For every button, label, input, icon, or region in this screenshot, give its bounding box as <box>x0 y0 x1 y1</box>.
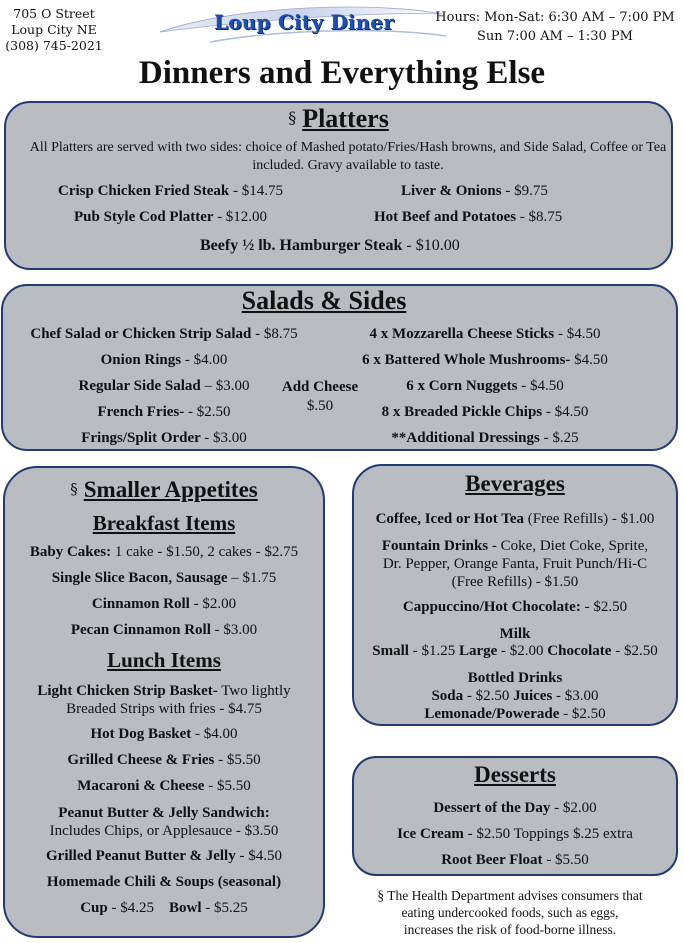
menu-item: Ice Cream - $2.50 Toppings $.25 extra <box>397 826 633 842</box>
lunch-list: Light Chicken Strip Basket- Two lightly Breaded Strips with fries - $4.75 Hot Dog Basket - $4.00 Grilled Cheese & Fries - $5.50 Macaroni & Cheese - $5.50 Peanut Butter & Jelly Sandwich: Includes Chips, or Applesauce - $3.50 Grilled Peanut Butter & Jelly - $4.50 Homemade Chili & Soups (seasonal) Cup - $4.25 Bowl - $5.25 <box>3 682 325 926</box>
salads-right-column <box>340 321 630 451</box>
menu-item: Liver & Onions - $9.75 <box>401 183 548 199</box>
section-mark: § <box>70 480 78 498</box>
beverages-title: Beverages <box>465 471 565 496</box>
platters-title: Platters <box>302 104 389 133</box>
menu-item: Grilled Peanut Butter & Jelly - $4.50 <box>46 848 282 864</box>
menu-item: Hot Beef and Potatoes - $8.75 <box>374 209 563 225</box>
menu-item: Cinnamon Roll - $2.00 <box>91 596 237 612</box>
menu-item: Root Beer Float - $5.50 <box>441 852 589 868</box>
menu-item: Macaroni & Cheese - $5.50 <box>77 778 251 794</box>
page-title: Dinners and Everything Else <box>138 55 546 91</box>
menu-item: Baby Cakes: 1 cake - $1.50, 2 cakes - $2.75 <box>29 544 299 560</box>
menu-item: Soda - $2.50 Juices - $3.00 <box>431 688 599 704</box>
menu-item: Grilled Cheese & Fries - $5.50 <box>67 752 261 768</box>
menu-item: Beefy ½ lb. Hamburger Steak - $10.00 <box>200 237 460 254</box>
milk-label: Milk <box>499 626 531 642</box>
menu-item: Dessert of the Day - $2.00 <box>433 800 597 816</box>
menu-item: Cappuccino/Hot Chocolate: - $2.50 <box>402 599 628 615</box>
smaller-title: Smaller Appetites <box>83 477 258 502</box>
menu-item: Lemonade/Powerade - $2.50 <box>424 706 606 722</box>
menu-item: Homemade Chili & Soups (seasonal) <box>46 874 282 890</box>
platters-heading <box>4 104 673 134</box>
menu-item: Regular Side Salad – $3.00 <box>78 378 250 394</box>
menu-item: Hot Dog Basket - $4.00 <box>90 726 238 742</box>
salads-title: Salads & Sides <box>241 286 407 315</box>
breakfast-heading: Breakfast Items <box>92 511 236 535</box>
smaller-heading <box>3 477 325 503</box>
section-mark: § <box>288 108 297 127</box>
desserts-list <box>352 795 678 873</box>
menu-item: Cup - $4.25 Bowl - $5.25 <box>80 900 248 916</box>
logo-text: Loup City Diner <box>214 10 394 34</box>
breakfast-list <box>3 544 325 648</box>
menu-item: Coffee, Iced or Hot Tea (Free Refills) - $1.00 <box>375 511 655 527</box>
menu-item: Fountain Drinks - Coke, Diet Coke, Sprite, <box>381 538 649 554</box>
menu-item: 6 x Battered Whole Mushrooms- $4.50 <box>362 352 608 368</box>
address-city: Loup City NE <box>11 22 97 37</box>
platters-intro: All Platters are served with two sides: choice of Mashed potato/Fries/Hash browns, and Side Salad, Coffee or Tea included. Gravy available to taste. <box>29 140 667 173</box>
menu-item: Chef Salad or Chicken Strip Salad - $8.75 <box>30 326 298 342</box>
menu-item: Crisp Chicken Fried Steak - $14.75 <box>58 183 284 199</box>
desserts-title: Desserts <box>474 762 556 787</box>
menu-item: **Additional Dressings - $.25 <box>391 430 579 446</box>
bottled-label: Bottled Drinks <box>467 670 563 686</box>
salads-left-column <box>14 321 314 451</box>
menu-item: 6 x Corn Nuggets - $4.50 <box>406 378 564 394</box>
menu-item: 4 x Mozzarella Cheese Sticks - $4.50 <box>369 326 601 342</box>
hours-block <box>430 8 680 46</box>
menu-item: Small - $1.25 Large - $2.00 Chocolate - $2.50 <box>372 643 658 659</box>
lunch-heading: Lunch Items <box>107 648 221 672</box>
hours-sunday: Sun 7:00 AM – 1:30 PM <box>477 29 633 44</box>
menu-item: Light Chicken Strip Basket- Two lightly <box>37 683 291 699</box>
menu-item: 8 x Breaded Pickle Chips - $4.50 <box>381 404 589 420</box>
health-notice: § The Health Department advises consumers that eating undercooked foods, such as eggs, increases the risk of food-borne illness. <box>377 888 643 937</box>
logo <box>150 2 450 50</box>
add-cheese: Add Cheese $.50 <box>281 379 359 414</box>
menu-item: Pub Style Cod Platter - $12.00 <box>74 209 268 225</box>
menu-item: Single Slice Bacon, Sausage – $1.75 <box>51 570 277 586</box>
hours-weekday: Hours: Mon-Sat: 6:30 AM – 7:00 PM <box>435 10 675 25</box>
beverages-list: Coffee, Iced or Hot Tea (Free Refills) - $1.00 Fountain Drinks - Coke, Diet Coke, Sprite, Dr. Pepper, Orange Fanta, Fruit Punch/Hi-C (Free Refills) - $1.50 Cappuccino/Hot Chocolate: - $2.50 Milk Small - $1.25 Large - $2.00 Chocolate - $2.50 Bottled Drinks Soda - $2.50 Juices - $3.00 Lemonade/Powerade - $2.50 <box>352 511 678 723</box>
address-phone: (308) 745-2021 <box>5 38 103 53</box>
menu-item: French Fries- - $2.50 <box>97 404 231 420</box>
address-street: 705 O Street <box>13 6 95 21</box>
address-block <box>4 6 104 54</box>
menu-item: Frings/Split Order - $3.00 <box>81 430 247 446</box>
menu-item: Peanut Butter & Jelly Sandwich: <box>58 805 270 821</box>
menu-item: Pecan Cinnamon Roll - $3.00 <box>70 622 258 638</box>
menu-item: Onion Rings - $4.00 <box>100 352 228 368</box>
